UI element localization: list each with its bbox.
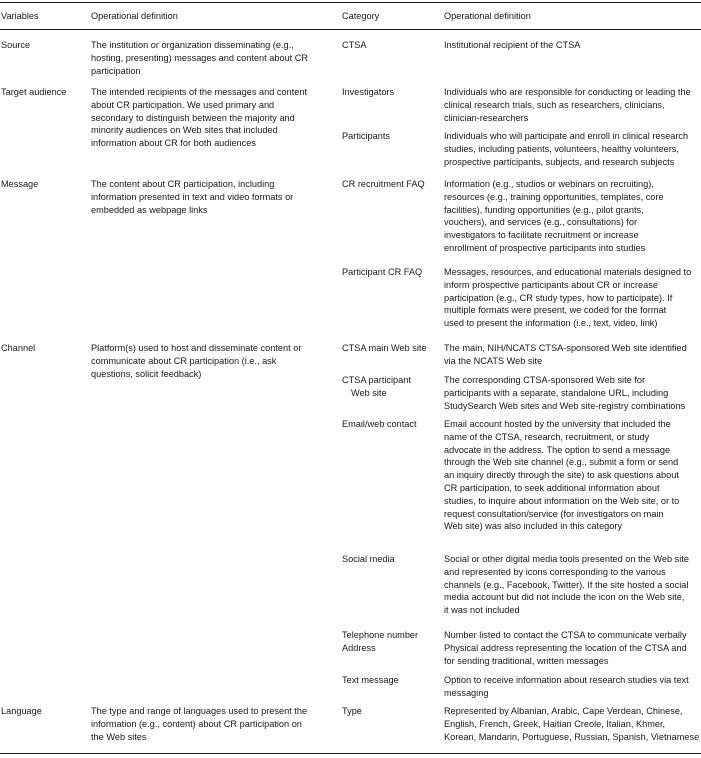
variable-definition: The type and range of languages used to present the information (e.g., content) about CR participation on the Web sites xyxy=(91,706,308,742)
category-name: CTSA xyxy=(342,40,367,50)
category-definition: Individuals who are responsible for conducting or leading the clinical research trials, such as researchers, clinicians, clinician-researchers xyxy=(444,87,691,123)
variable-definition: The institution or organization disseminating (e.g., hosting, presenting) messages and content about CR participation xyxy=(91,40,309,76)
variable-name: Language xyxy=(1,706,42,716)
category-name: Text message xyxy=(342,675,399,685)
variable-name: Channel xyxy=(1,343,36,353)
category-name: Participant CR FAQ xyxy=(342,267,423,277)
category-definition: Physical address representing the location of the CTSA and for sending traditional, written messages xyxy=(444,643,687,666)
category-name: Participants xyxy=(342,131,391,141)
category-definition: Information (e.g., studios or webinars on recruiting), resources (e.g., training opportunities, templates, core facilities), funding opportunities (e.g., pilot grants, vouchers), and services (e.g., consultations) for investigators to facilitate recruitment or increase enrollment of prospective participants into studies xyxy=(444,179,664,253)
header-category: Category xyxy=(342,11,380,21)
variable-definition: The content about CR participation, including information presented in text and video formats or embedded as webpage links xyxy=(91,179,294,215)
table-top-rule xyxy=(0,2,701,3)
category-name: Investigators xyxy=(342,87,395,97)
category-definition: Individuals who will participate and enroll in clinical research studies, including patients, volunteers, healthy volunteers, prospective participants, subjects, and research subjects xyxy=(444,131,689,167)
category-name: Email/web contact xyxy=(342,419,417,429)
header-category-definition: Operational definition xyxy=(444,11,531,21)
category-definition: The main, NIH/NCATS CTSA-sponsored Web site identified via the NCATS Web site xyxy=(444,343,687,366)
variable-definition: Platform(s) used to host and disseminate content or communicate about CR participation (i.e., ask questions, solicit feedback) xyxy=(91,343,302,379)
category-definition: Social or other digital media tools presented on the Web site and represented by icons corresponding to the various channels (e.g., Facebook, Twitter). If the site hosted a social media account but did not include the icon on the Web site, it was not included xyxy=(444,554,689,616)
category-definition: Messages, resources, and educational materials designed to inform prospective participants about CR or increase participation (e.g., CR study types, how to participate). If multiple formats were present, we coded for the format used to present the information (i.e., text, video, link) xyxy=(444,267,692,329)
category-definition: The corresponding CTSA-sponsored Web site for participants with a separate, standalone URL, including StudySearch Web sites and Web site-registry combinations xyxy=(444,375,686,411)
category-definition: Number listed to contact the CTSA to communicate verbally xyxy=(444,630,687,640)
variable-definition: The intended recipients of the messages and content about CR participation. We used primary and secondary to distinguish between the majority and minority audiences on Web sites that included information about CR for both audiences xyxy=(91,87,308,149)
header-variable-definition: Operational definition xyxy=(91,11,178,21)
category-name: Type xyxy=(342,706,362,716)
category-definition: Institutional recipient of the CTSA xyxy=(444,40,581,50)
variable-name: Source xyxy=(1,40,31,50)
category-name: Telephone number xyxy=(342,630,419,640)
category-definition: Option to receive information about research studies via text messaging xyxy=(444,675,689,698)
table-header-rule xyxy=(0,29,701,30)
category-name: CTSA main Web site xyxy=(342,343,427,353)
category-name: CTSA participant Web site xyxy=(342,375,411,398)
variable-name: Target audience xyxy=(1,87,67,97)
category-name: Address xyxy=(342,643,376,653)
category-definition: Represented by Albanian, Arabic, Cape Verdean, Chinese, English, French, Greek, Haitian Creole, Italian, Khmer, Korean, Mandarin, Portuguese, Russian, Spanish, Vietnamese xyxy=(444,706,700,742)
header-variables: Variables xyxy=(1,11,39,21)
variable-name: Message xyxy=(1,179,39,189)
category-name: Social media xyxy=(342,554,395,564)
category-name: CR recruitment FAQ xyxy=(342,179,425,189)
table-bottom-rule xyxy=(0,753,701,754)
category-definition: Email account hosted by the university that included the name of the CTSA, research, recruitment, or study advocate in the address. The option to send a message through the Web site channel (e.g., submit a form or send an inquiry directly through the site) to ask questions about CR participation, to seek additional information about studies, to inquire about information on the Web site, or to request consultation/service (for investigators on main Web site) was also included in this category xyxy=(444,419,680,532)
